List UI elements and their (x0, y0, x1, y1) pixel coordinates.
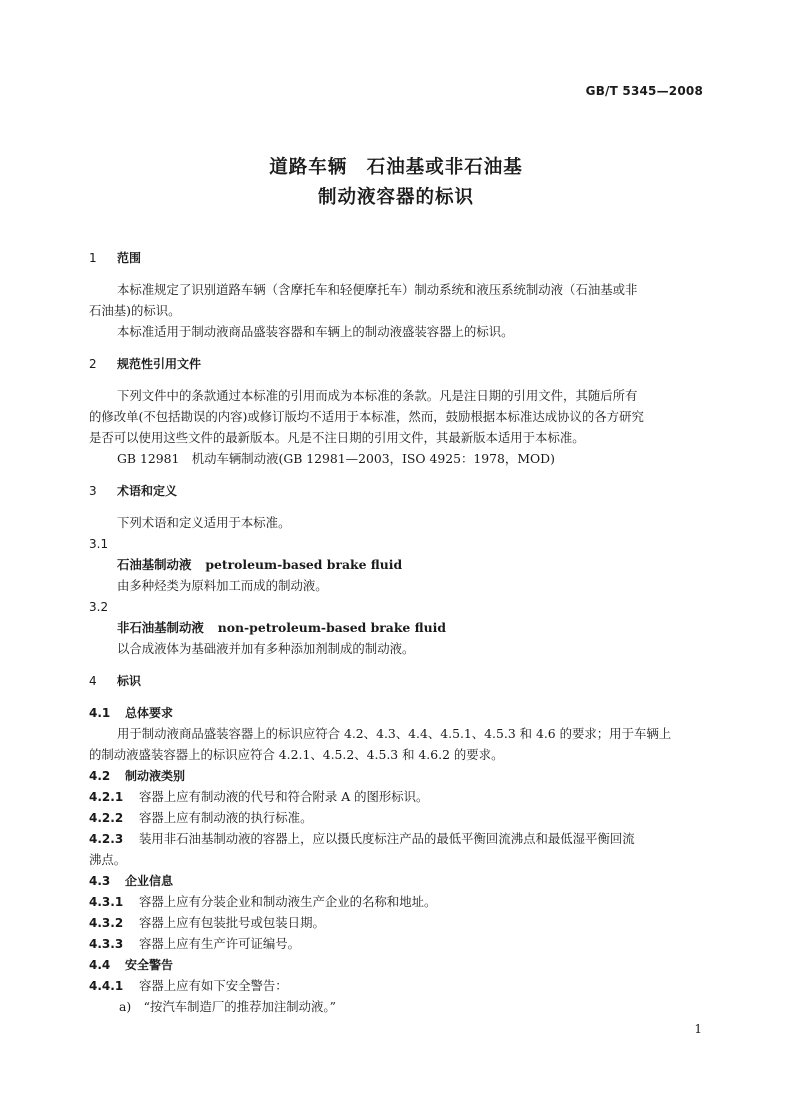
subsection-title: 安全警告 (125, 958, 174, 972)
clause-text: 容器上应有制动液的代号和符合附录 A 的图形标识。 (139, 789, 429, 804)
subsection-title: 总体要求 (125, 706, 174, 720)
paragraph-line: 沸点。 (89, 852, 127, 867)
section-number: 2 (89, 357, 97, 371)
clause-4-2-3 (89, 831, 703, 847)
paragraph-line: 本标准适用于制动液商品盛装容器和车辆上的制动液盛装容器上的标识。 (117, 324, 514, 339)
clause-number: 4.4.1 (89, 979, 124, 993)
clause-text: 容器上应有包装批号或包装日期。 (139, 915, 325, 930)
section-number: 3 (89, 484, 97, 498)
section-2-heading (89, 356, 703, 372)
clause-number: 4.3.2 (89, 916, 124, 930)
subsection-4-2-heading (89, 768, 703, 784)
clause-text: 容器上应有如下安全警告： (139, 978, 288, 993)
section-number: 1 (89, 251, 97, 265)
term-entry (117, 557, 703, 573)
normative-reference: GB 12981 机动车辆制动液(GB 12981—2003，ISO 4925：1978，MOD) (117, 451, 555, 466)
clause-number: 4.2.3 (89, 832, 124, 846)
section-1-heading (89, 250, 703, 266)
section-title: 范围 (117, 251, 142, 265)
subsection-title: 制动液类别 (125, 769, 186, 783)
term-number: 3.1 (89, 537, 109, 551)
section-title: 规范性引用文件 (117, 357, 202, 371)
section-title: 术语和定义 (117, 484, 178, 498)
subsection-4-1-heading (89, 705, 703, 721)
subsection-number: 4.1 (89, 706, 111, 720)
subsection-4-3-heading (89, 873, 703, 889)
clause-4-3-3 (89, 936, 703, 952)
subsection-number: 4.3 (89, 874, 111, 888)
paragraph-line: 本标准规定了识别道路车辆（含摩托车和轻便摩托车）制动系统和液压系统制动液（石油基或非 (117, 282, 638, 297)
section-4-heading (89, 673, 703, 689)
clause-number: 4.3.1 (89, 895, 124, 909)
term-chinese: 非石油基制动液 (117, 620, 204, 635)
term-number: 3.2 (89, 600, 109, 614)
section-3-heading (89, 483, 703, 499)
clause-4-3-2 (89, 915, 703, 931)
document-title-line2: 制动液容器的标识 (317, 187, 474, 208)
clause-4-2-1 (89, 789, 703, 805)
paragraph-line: 是否可以使用这些文件的最新版本。凡是不注日期的引用文件，其最新版本适用于本标准。 (89, 430, 585, 445)
clause-text: 装用非石油基制动液的容器上，应以摄氏度标注产品的最低平衡回流沸点和最低湿平衡回流 (139, 831, 635, 846)
paragraph-line: 的修改单(不包括勘误的内容)或修订版均不适用于本标准，然而，鼓励根据本标准达成协议的各方研究 (89, 409, 644, 424)
clause-number: 4.3.3 (89, 937, 124, 951)
paragraph-line: 用于制动液商品盛装容器上的标识应符合 4.2、4.3、4.4、4.5.1、4.5.3 和 4.6 的要求；用于车辆上 (117, 726, 672, 741)
clause-4-2-2 (89, 810, 703, 826)
subsection-number: 4.2 (89, 769, 111, 783)
subsection-number: 4.4 (89, 958, 111, 972)
section-title: 标识 (117, 674, 142, 688)
page-number: 1 (694, 1022, 702, 1036)
document-title-line1: 道路车辆 石油基或非石油基 (269, 157, 523, 178)
clause-4-4-1 (89, 978, 703, 994)
paragraph-line: 下列术语和定义适用于本标准。 (117, 515, 291, 530)
term-english: non-petroleum-based brake fluid (217, 620, 446, 635)
standard-code: GB/T 5345—2008 (585, 84, 703, 98)
clause-4-3-1 (89, 894, 703, 910)
term-definition: 由多种烃类为原料加工而成的制动液。 (117, 578, 328, 593)
section-number: 4 (89, 674, 97, 688)
term-definition: 以合成液体为基础液并加有多种添加剂制成的制动液。 (117, 641, 415, 656)
list-item: a) “按汽车制造厂的推荐加注制动液。” (119, 999, 336, 1014)
subsection-4-4-heading (89, 957, 703, 973)
clause-text: 容器上应有分装企业和制动液生产企业的名称和地址。 (139, 894, 437, 909)
clause-number: 4.2.2 (89, 811, 124, 825)
clause-text: 容器上应有生产许可证编号。 (139, 936, 301, 951)
term-entry (117, 620, 703, 636)
paragraph-line: 的制动液盛装容器上的标识应符合 4.2.1、4.5.2、4.5.3 和 4.6.2 的要求。 (89, 747, 504, 762)
term-chinese: 石油基制动液 (117, 557, 192, 572)
clause-text: 容器上应有制动液的执行标准。 (139, 810, 313, 825)
term-english: petroleum-based brake fluid (205, 557, 403, 572)
paragraph-line: 下列文件中的条款通过本标准的引用而成为本标准的条款。凡是注日期的引用文件，其随后所有 (117, 388, 638, 403)
paragraph-line: 石油基)的标识。 (89, 303, 181, 318)
clause-number: 4.2.1 (89, 790, 124, 804)
subsection-title: 企业信息 (125, 874, 174, 888)
